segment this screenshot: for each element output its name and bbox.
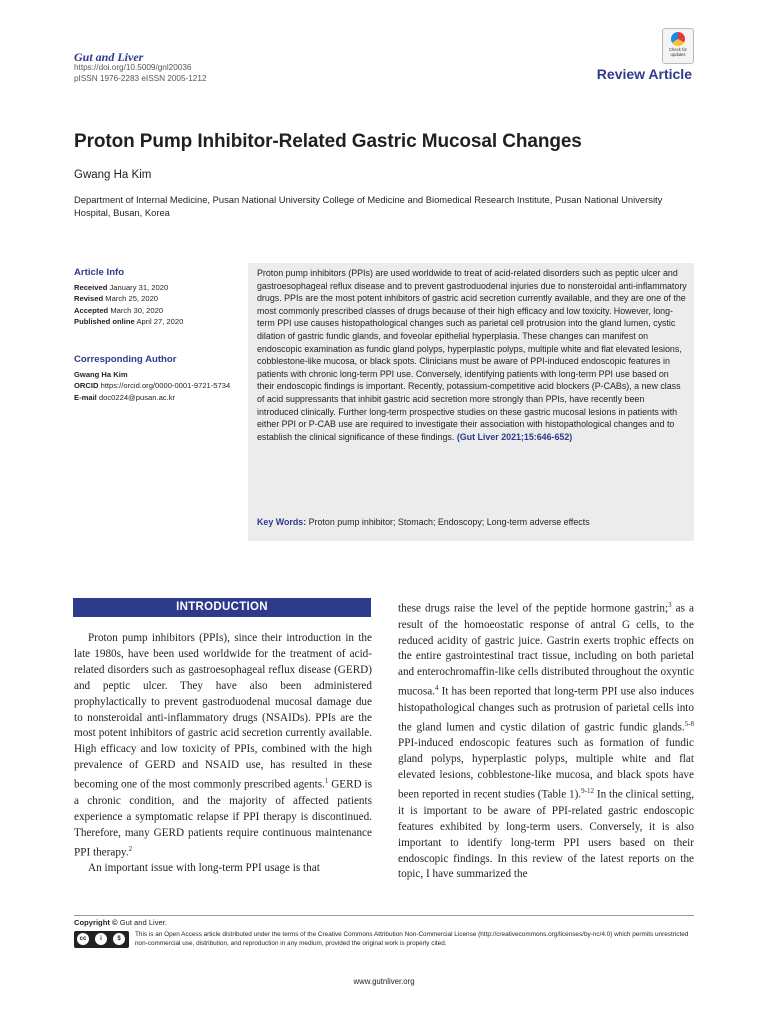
orcid-link[interactable]: https://orcid.org/0000-0001-9721-5734 xyxy=(100,381,231,391)
email-link[interactable]: doc0224@pusan.ac.kr xyxy=(98,392,176,402)
published-line: Published online April 27, 2020 xyxy=(74,316,184,326)
section-heading-introduction: INTRODUCTION xyxy=(73,598,371,617)
paragraph: these drugs raise the level of the peptide hormone gastrin;$^3$ as a result of the homoeostatic response of antral G cells, to the reduced acidity of gastric juice. Gastrin exerts trophic effects on the entire gastrointestinal tract tissue, including on both parietal and enterochromaffin-like cells distributed throughout the oxyntic mucosa.$^4$ It has been reported that long-term PPI use also induces histopathological changes such as protrusion of parietal cells into the gland lumen and cystic dilation of gastric fundic glands.$^{5-8}$ PPI-induced endoscopic features such as formation of fundic gland polyps, hyperplastic polyps, multiple white and flat elevated lesions, cobblestone-like mucosa, and black spots have been reported in recent studies (Table 1).$^{9-12}$ In the clinical setting, it is important to be aware of PPI-related gastric endoscopic features exhibited by long-term users. Conversely, it is also important to identify long-term PPI users based on their endoscopic findings. In this review of the latest reports on the topic, I have summarized the xyxy=(398,601,694,881)
orcid-line: ORCID https://orcid.org/0000-0001-9721-5734 xyxy=(74,381,231,391)
abstract-text: Proton pump inhibitors (PPIs) are used worldwide to treat of acid-related disorders such as peptic ulcer and gastroesophageal reflux disease and to prevent gastroduodenal injuries due to nonsteroidal anti-inflammatory drugs. PPIs are the most potent inhibitors of gastric acid secretion currently available, and they are one of the most commonly prescribed classes of drugs because of their high efficacy and low toxicity. However, long-term PPI use causes histopathological changes such as parietal cell protrusion into the gland lumen, cystic dilation of gastric fundic glands, and foveolar epithelial hyperplasia. These changes can manifest on endoscopic examination as fundic gland polyps, hyperplastic polyps, multiple white and flat elevated lesions, cobblestone-like mucosa, or black spots. Clinicians must be aware of PPI-induced endoscopic features in patients with chronic long-term PPI use. Conversely, identifying patients with long-term PPI use based on their endoscopic findings is important. Recently, potassium-competitive acid blockers (P-CABs), a new class of acid suppressants that inhibit gastric acid secretion more strongly than PPIs, have recently been introduced clinically. Further long-term prospective studies on these gastric mucosal lesions in patients with either PPI or P-CAB use are required to investigate their association with histopathological changes and to establish the clinical significance of these findings. (Gut Liver 2021;15:646-652) xyxy=(257,268,687,442)
accepted-line: Accepted March 30, 2020 xyxy=(74,305,164,315)
paragraph: An important issue with long-term PPI usage is that xyxy=(88,862,320,875)
corresponding-heading: Corresponding Author xyxy=(74,354,177,365)
copyright: Copyright © Gut and Liver. xyxy=(74,918,167,927)
keywords-label: Key Words: xyxy=(257,517,307,527)
paragraph: Proton pump inhibitors (PPIs), since their introduction in the late 1980s, have been used worldwide for the treatment of acid-related disorders such as gastroesophageal reflux disease (GERD) and peptic ulcer. They have also been administered prophylactically to prevent gastroduodenal mucosal damage due to nonsteroidal anti-inflammatory drugs (NSAIDs). PPIs are the most potent inhibitors of gastric acid secretion currently available. High efficacy and low toxicity of PPIs, combined with the high prevalence of GERD and NSAID use, has resulted in these becoming one of the most commonly prescribed agents.$^1$ GERD is a chronic condition, and the majority of affected patients experience a symptomatic relapse if PPI therapy is discontinued. Therefore, many GERD patients require continuous maintenance PPI therapy.$^2$ xyxy=(74,632,372,859)
article-type: Review Article xyxy=(596,66,692,82)
author-name: Gwang Ha Kim xyxy=(74,169,152,181)
received-line: Received January 31, 2020 xyxy=(74,283,169,293)
license-text: This is an Open Access article distributed under the terms of the Creative Commons Attribution Non-Commercial License (http://creativecommons.org/licenses/by-nc/4.0) which permits unrestricted non-commercial use, distribution, and reproduction in any medium, provided the original work is properly cited. xyxy=(135,931,689,948)
corresponding-name: Gwang Ha Kim xyxy=(74,370,128,380)
body-column-left xyxy=(74,631,372,877)
creative-commons-icon: cc i $ xyxy=(74,931,129,948)
footer-divider xyxy=(74,915,694,916)
check-for-updates-badge[interactable] xyxy=(662,28,694,64)
body-column-right xyxy=(398,598,694,883)
journal-meta xyxy=(74,63,206,84)
article-title: Proton Pump Inhibitor-Related Gastric Mucosal Changes xyxy=(74,131,582,152)
abstract-citation: (Gut Liver 2021;15:646-652) xyxy=(456,431,573,442)
badge-label: Check for updates xyxy=(669,47,687,57)
keywords xyxy=(257,517,687,527)
update-icon xyxy=(671,32,685,46)
email-line: E-mail doc0224@pusan.ac.kr xyxy=(74,392,176,402)
revised-line: Revised March 25, 2020 xyxy=(74,294,159,304)
corresponding-author xyxy=(74,354,249,403)
issn: pISSN 1976-2283 eISSN 2005-1212 xyxy=(74,73,207,83)
article-info-heading: Article Info xyxy=(74,267,125,278)
article-info xyxy=(74,267,249,327)
keywords-list: Proton pump inhibitor; Stomach; Endoscopy; Long-term adverse effects xyxy=(308,517,590,527)
journal-name: Gut and Liver xyxy=(74,50,144,64)
doi-link[interactable]: https://doi.org/10.5009/gnl20036 xyxy=(74,63,192,72)
website-link[interactable]: www.gutnliver.org xyxy=(353,977,415,986)
author-affiliation: Department of Internal Medicine, Pusan National University College of Medicine and Biomedical Research Institute, Pusan National University Hospital, Busan, Korea xyxy=(74,194,663,218)
